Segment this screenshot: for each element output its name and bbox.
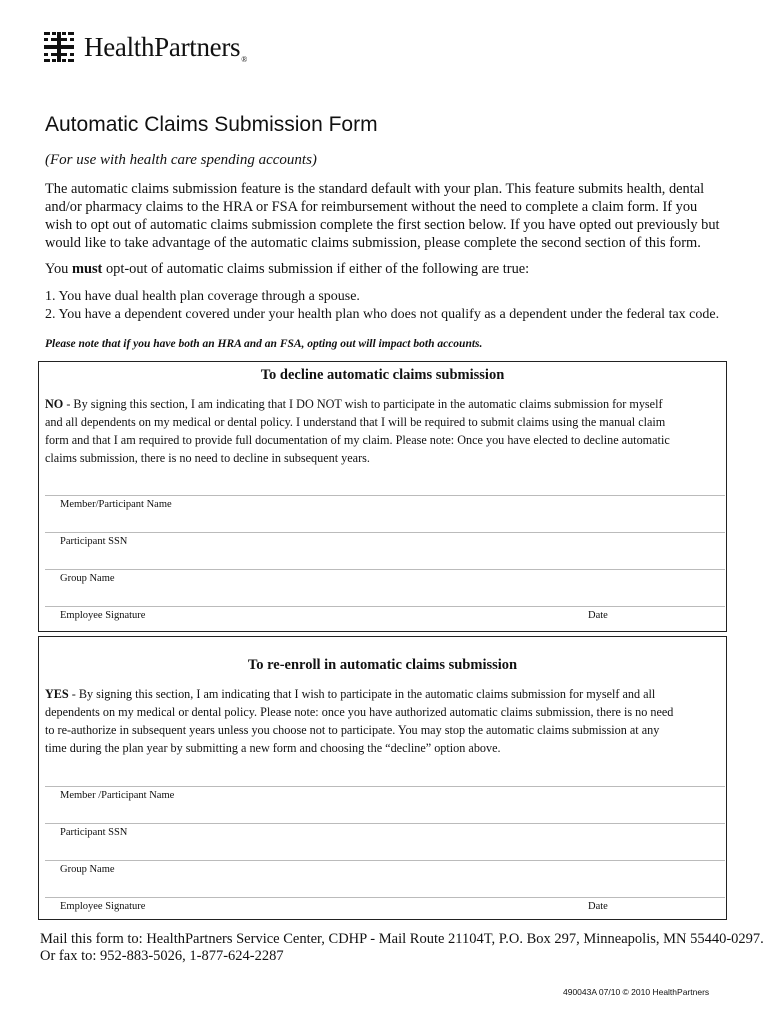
decline-section-title: To decline automatic claims submission [260, 367, 505, 383]
healthpartners-logo [42, 30, 247, 64]
opt-out-requirement [45, 261, 529, 278]
field-label: Member /Participant Name [60, 790, 175, 801]
intro-line: wish to opt out of automatic claims submission complete the first section below. If you have opted out previously but [45, 217, 720, 233]
field-label: Member/Participant Name [60, 499, 172, 510]
fax-numbers: Or fax to: 952-883-5026, 1-877-624-2287 [40, 948, 284, 964]
list-item: 2. You have a dependent covered under your health plan who does not qualify as a dependent under the federal tax code. [45, 306, 720, 322]
reenroll-section-title: To re-enroll in automatic claims submission [247, 657, 518, 673]
must-prefix: You [45, 261, 72, 277]
field-label: Employee Signature [60, 901, 146, 912]
reenroll-section [38, 636, 727, 920]
must-emphasis: must [71, 261, 103, 277]
decline-ssn-field[interactable] [45, 532, 725, 569]
decline-signature-field[interactable] [45, 606, 725, 632]
reenroll-statement [45, 685, 725, 757]
field-label: Employee Signature [60, 610, 146, 621]
reenroll-lead: YES [45, 687, 69, 701]
statement-line: time during the plan year by submitting a new form and choosing the “decline” option above. [45, 741, 501, 755]
reenroll-ssn-field[interactable] [45, 823, 725, 860]
list-item: 1. You have dual health plan coverage through a spouse. [45, 289, 360, 304]
form-footer: 490043A 07/10 © 2010 HealthPartners [563, 987, 710, 997]
statement-line: to re-authorize in subsequent years unless you choose not to participate. You may stop the automatic claims submission at any [45, 723, 660, 737]
statement-line [45, 395, 725, 413]
form-title: Automatic Claims Submission Form [45, 113, 378, 136]
decline-group-field[interactable] [45, 569, 725, 606]
statement-line [45, 685, 725, 703]
form-subtitle: (For use with health care spending accounts) [45, 152, 317, 168]
statement-line: and all dependents on my medical or dental policy. I understand that I will be required to submit claims using the manual claim [45, 415, 666, 429]
statement-line: claims submission, there is no need to decline in subsequent years. [45, 451, 370, 465]
field-label: Group Name [60, 864, 115, 875]
statement-text: - By signing this section, I am indicating that I DO NOT wish to participate in the automatic claims submission for myself [63, 397, 663, 411]
date-label: Date [588, 610, 608, 621]
reenroll-signature-field[interactable] [45, 897, 725, 920]
mailing-instructions [40, 931, 764, 965]
intro-line: would like to take advantage of the automatic claims submission, please complete the second section of this form. [45, 235, 701, 251]
statement-line: dependents on my medical or dental policy. Please note: once you have authorized automatic claims submission, there is no need [45, 705, 674, 719]
healthpartners-logo-icon [42, 30, 76, 64]
field-label: Group Name [60, 573, 115, 584]
date-label: Date [588, 901, 608, 912]
opt-out-conditions [45, 288, 719, 323]
intro-paragraph [45, 180, 735, 252]
decline-section [38, 361, 727, 632]
intro-line: and/or pharmacy claims to the HRA or FSA for reimbursement without the need to complete a claim form. If you [45, 199, 698, 215]
statement-text: - By signing this section, I am indicating that I wish to participate in the automatic claims submission for myself and all [68, 687, 656, 701]
field-label: Participant SSN [60, 536, 128, 547]
field-label: Participant SSN [60, 827, 128, 838]
decline-statement [45, 395, 725, 467]
reenroll-group-field[interactable] [45, 860, 725, 897]
hra-fsa-note: Please note that if you have both an HRA and an FSA, opting out will impact both accounts. [45, 338, 483, 350]
must-suffix: opt-out of automatic claims submission if either of the following are true: [102, 261, 530, 277]
registered-mark: ® [241, 54, 248, 64]
reenroll-name-field[interactable] [45, 786, 725, 823]
mailing-address: Mail this form to: HealthPartners Service Center, CDHP - Mail Route 21104T, P.O. Box 297, Minneapolis, MN 55440-0297. [40, 931, 764, 947]
intro-line: The automatic claims submission feature is the standard default with your plan. This feature submits health, dental [45, 181, 705, 197]
decline-name-field[interactable] [45, 495, 725, 532]
decline-lead: NO [45, 397, 64, 411]
logo-brand-name: HealthPartners [84, 31, 241, 62]
statement-line: form and that I am required to provide full documentation of my claim. Please note: Once you have elected to decline automatic [45, 433, 670, 447]
